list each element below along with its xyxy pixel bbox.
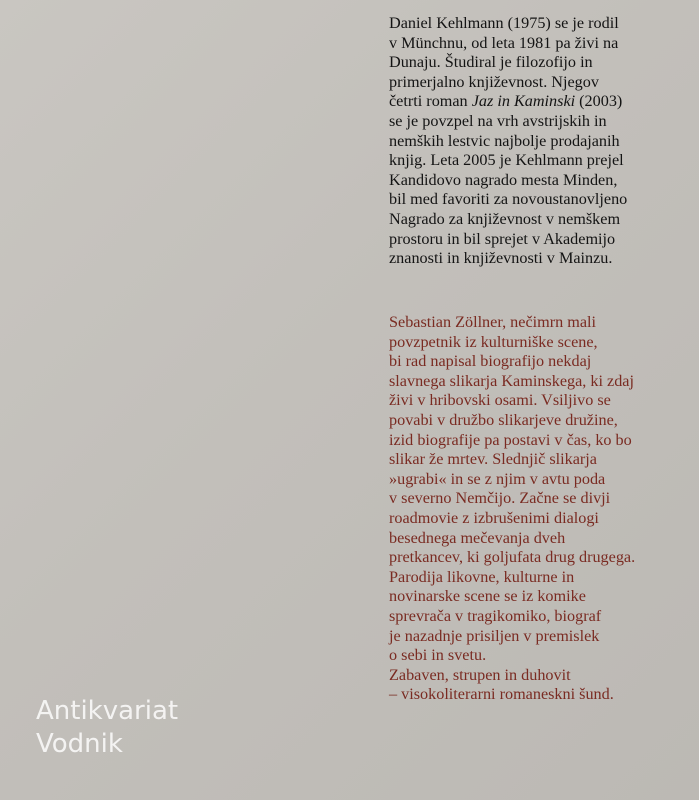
bio-line: bil med favoriti za novoustanovljeno [389, 190, 628, 209]
blurb-line: slikar že mrtev. Slednjič slikarja [389, 450, 597, 469]
bio-line: Kandidovo nagrado mesta Minden, [389, 170, 618, 189]
bio-line: v Münchnu, od leta 1981 pa živi na [389, 33, 619, 52]
blurb-line: besednega mečevanja dveh [389, 528, 566, 547]
bio-line: primerjalno književnost. Njegov [389, 72, 599, 91]
blurb-line: Sebastian Zöllner, nečimrn mali [389, 313, 597, 331]
book-blurb [389, 313, 689, 705]
book-year: (2003) [575, 92, 623, 111]
author-biography [389, 14, 689, 269]
watermark-line: Antikvariat [36, 696, 179, 726]
bio-line: nemških lestvic najbolje prodajanih [389, 131, 620, 150]
blurb-line: izid biografije pa postavi v čas, ko bo [389, 430, 632, 449]
bio-line: Nagrado za književnost v nemškem [389, 209, 621, 228]
blurb-line: povzpetnik iz kulturniške scene, [389, 332, 598, 351]
bio-line: znanosti in književnosti v Mainzu. [389, 249, 613, 268]
blurb-line: živi v hribovski osami. Vsiljivo se [389, 391, 611, 410]
blurb-line: je nazadnje prisiljen v premislek [389, 626, 600, 645]
blurb-line: roadmovie z izbrušenimi dialogi [389, 508, 599, 527]
blurb-line: bi rad napisal biografijo nekdaj [389, 352, 592, 371]
bio-line: se je povzpel na vrh avstrijskih in [389, 111, 607, 130]
blurb-line: v severno Nemčijo. Začne se divji [389, 489, 611, 508]
blurb-line: slavnega slikarja Kaminskega, ki zdaj [389, 371, 634, 390]
bio-line: knjig. Leta 2005 je Kehlmann prejel [389, 151, 624, 170]
bio-line: prostoru in bil sprejet v Akademijo [389, 229, 616, 248]
blurb-line: pretkancev, ki goljufata drug drugega. [389, 548, 636, 567]
book-title: Jaz in Kaminski [471, 92, 576, 111]
bio-line: Dunaju. Študiral je filozofijo in [389, 53, 593, 72]
antikvariat-watermark [36, 695, 178, 761]
blurb-line: Zabaven, strupen in duhovit [389, 665, 571, 684]
blurb-line: Parodija likovne, kulturne in [389, 567, 575, 586]
blurb-line: – visokoliterarni romaneskni šund. [389, 685, 614, 704]
blurb-line: povabi v družbo slikarjeve družine, [389, 410, 618, 429]
blurb-line: sprevrača v tragikomiko, biograf [389, 606, 602, 625]
bio-line: Daniel Kehlmann (1975) se je rodil [389, 14, 619, 32]
bio-line: četrti roman [389, 92, 472, 111]
watermark-line: Vodnik [36, 729, 123, 759]
bio-line-with-title [389, 92, 689, 112]
blurb-line: novinarske scene se iz komike [389, 587, 586, 606]
blurb-line: »ugrabi« in se z njim v avtu poda [389, 469, 606, 488]
blurb-line: o sebi in svetu. [389, 646, 487, 665]
